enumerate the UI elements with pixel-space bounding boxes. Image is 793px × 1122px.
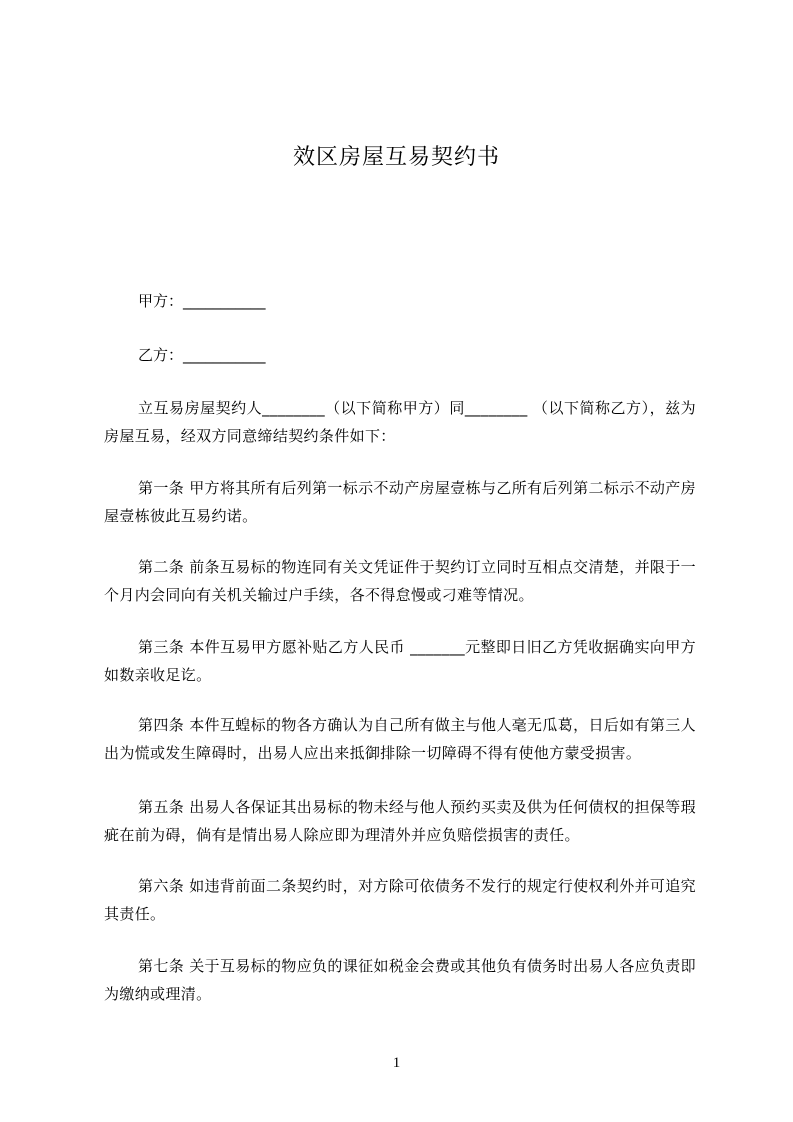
article-4-paragraph: 第四条 本件互蝗标的物各方确认为自己所有做主与他人毫无瓜葛，日后如有第三人出为慌或发生障碍时，出易人应出来抵御排除一切障碍不得有使他方蒙受损害。	[104, 716, 696, 762]
article-5-paragraph: 第五条 出易人各保证其出易标的物未经与他人预约买卖及供为任何债权的担保等瑕疵在前为碍，倘有是情出易人除应即为理清外并应负赔偿损害的责任。	[104, 798, 696, 844]
article-1-paragraph: 第一条 甲方将其所有后列第一标示不动产房屋壹栋与乙所有后列第二标示不动产房屋壹栋彼此互易约诺。	[104, 479, 696, 525]
intro-paragraph: 立互易房屋契约人________（以下简称甲方）同________ （以下简称乙方），兹为房屋互易，经双方同意缔结契约条件如下：	[104, 399, 696, 445]
article-2-paragraph: 第二条 前条互易标的物连同有关文凭证件于契约订立同时互相点交清楚，并限于一个月内会同向有关机关输过户手续，各不得怠慢或刁难等情况。	[104, 558, 696, 604]
article-3-paragraph: 第三条 本件互易甲方愿补贴乙方人民币 _______元整即日旧乙方凭收据确实向甲方 如数亲收足讫。	[104, 638, 696, 684]
document-title: 效区房屋互易契约书	[292, 145, 500, 170]
party-b-line: 乙方：___________	[138, 346, 266, 364]
article-7-paragraph: 第七条 关于互易标的物应负的课征如税金会费或其他负有债务时出易人各应负责即为缴纳或理清。	[104, 957, 696, 1003]
page-number: 1	[392, 1055, 401, 1071]
party-a-line: 甲方：___________	[138, 292, 266, 310]
article-6-paragraph: 第六条 如违背前面二条契约时，对方除可依债务不发行的规定行使权利外并可追究其责任。	[104, 877, 696, 923]
